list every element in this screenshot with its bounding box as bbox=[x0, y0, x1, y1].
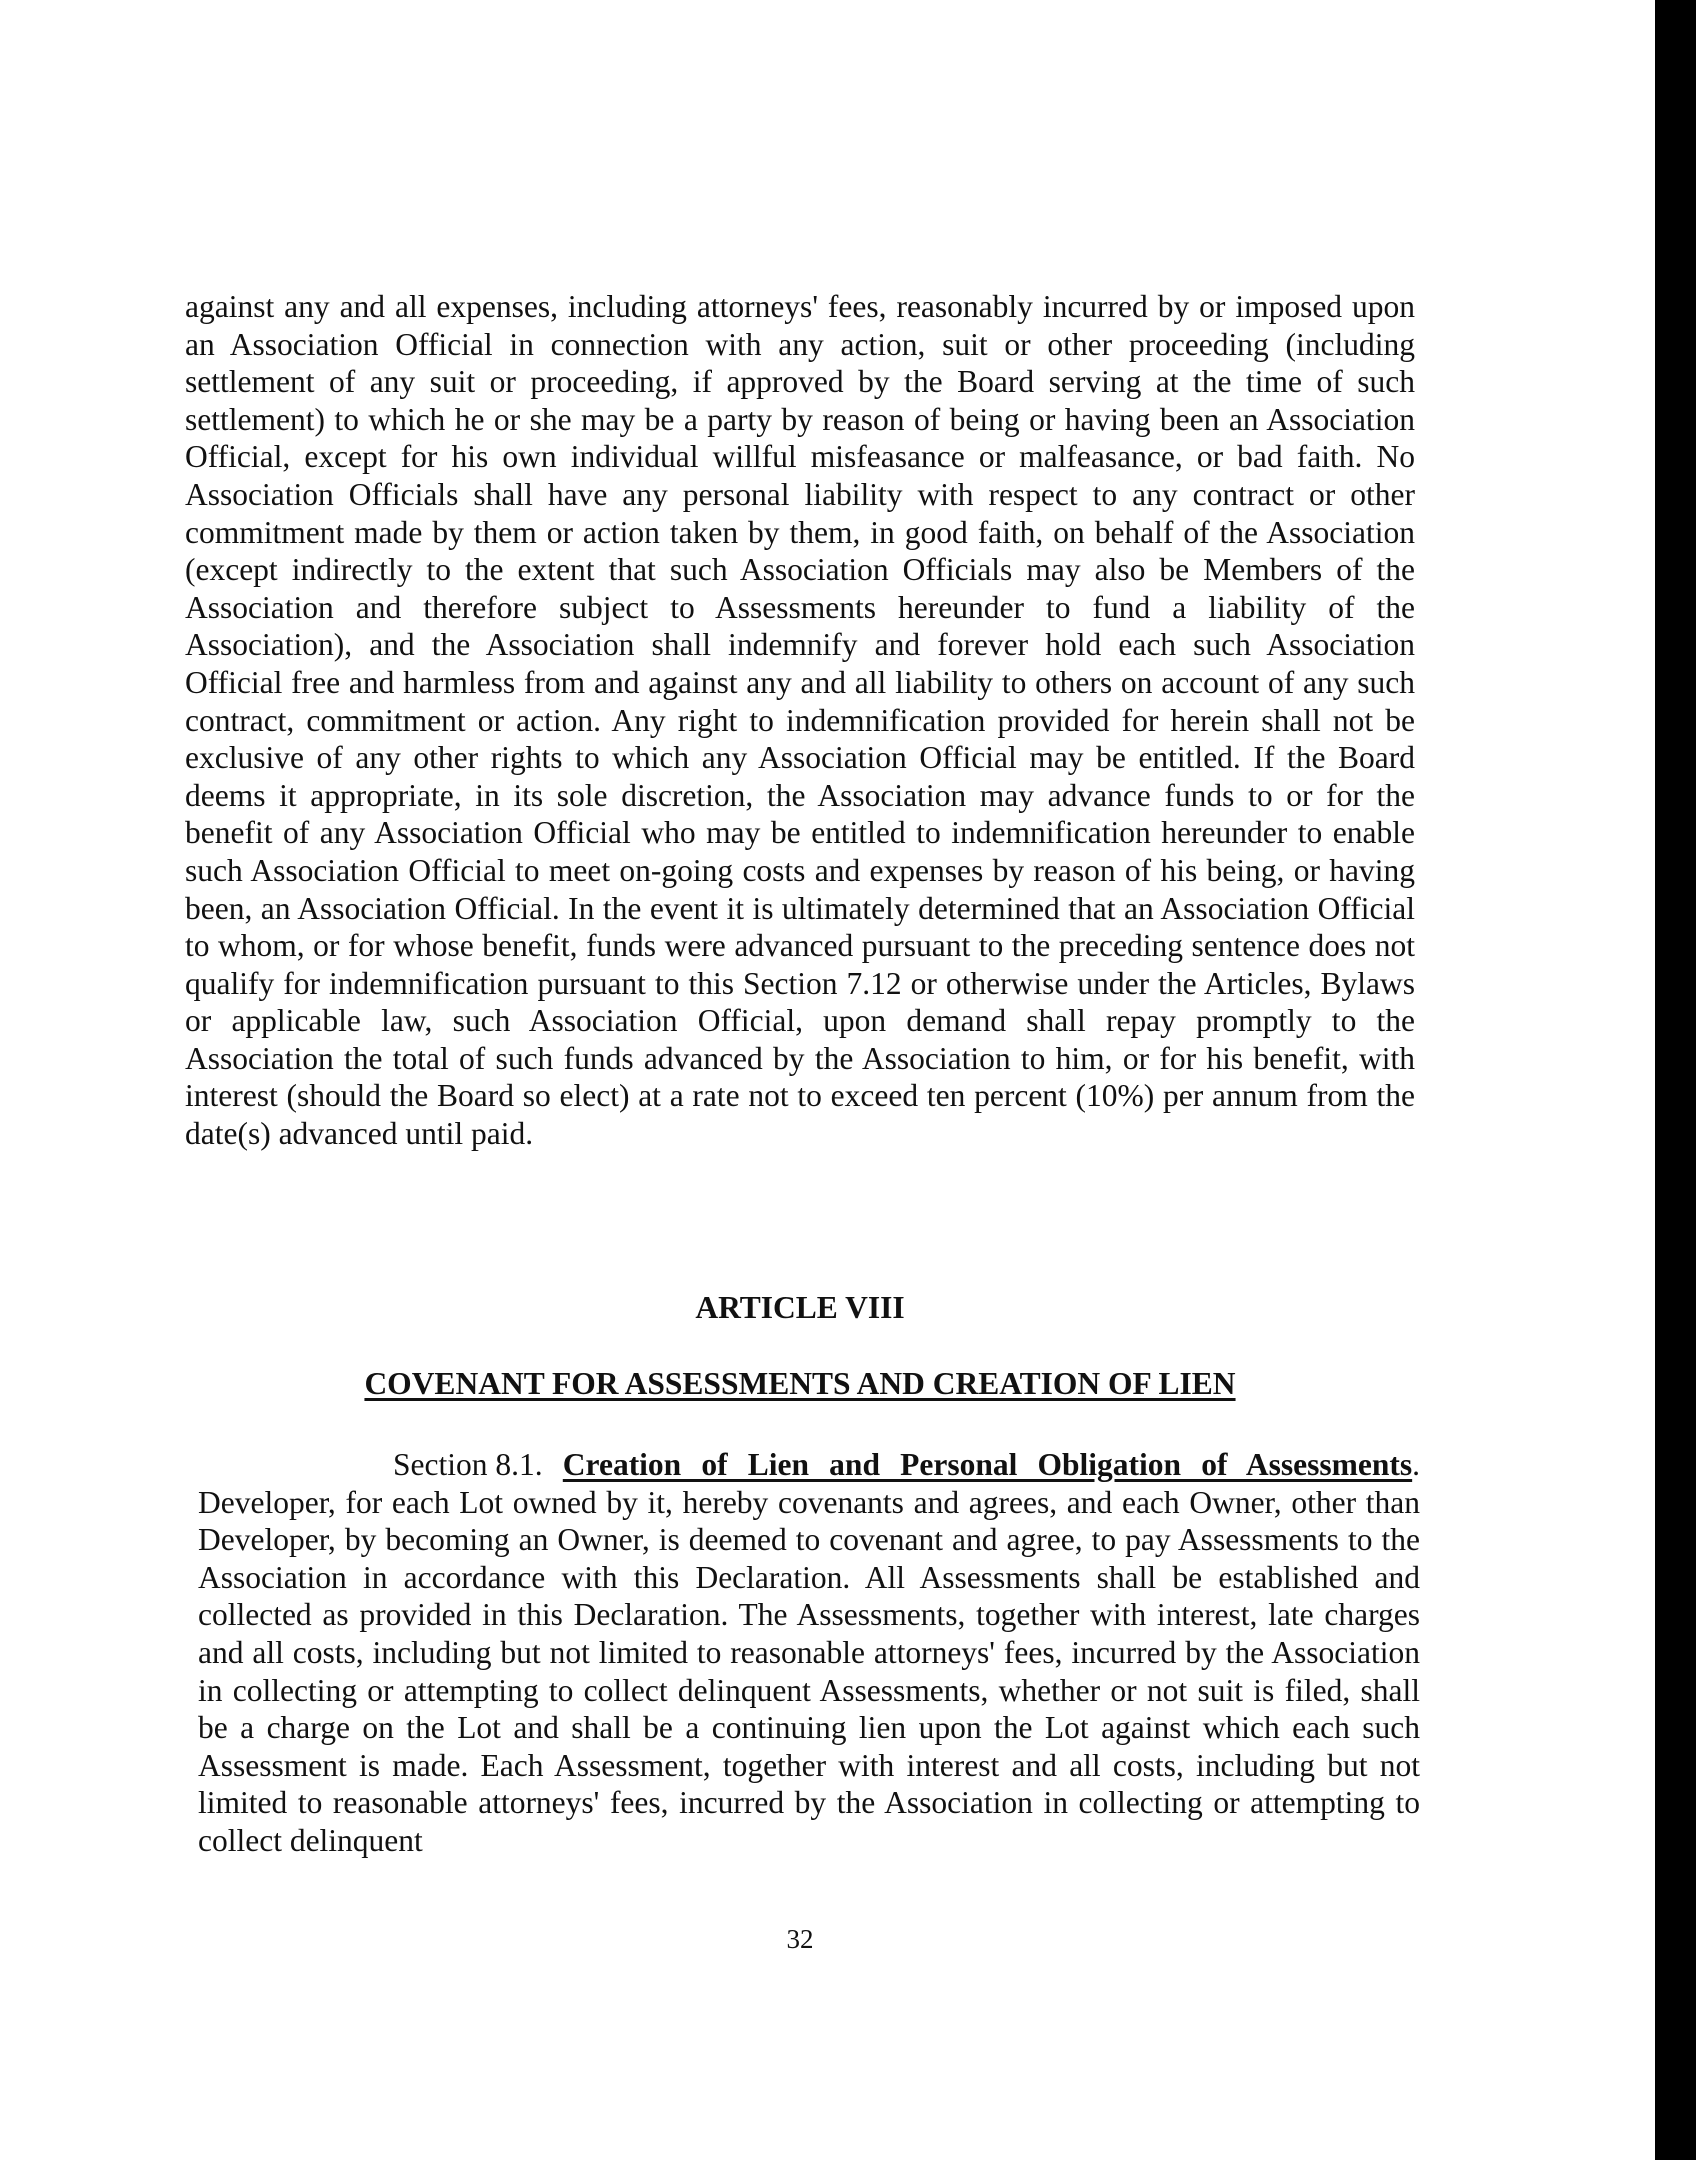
section-number: Section 8.1. bbox=[393, 1447, 543, 1482]
article-title: COVENANT FOR ASSESSMENTS AND CREATION OF LIEN bbox=[364, 1366, 1236, 1401]
section-title-period: . bbox=[1412, 1447, 1421, 1482]
scan-edge-border bbox=[1655, 0, 1696, 2160]
article-heading: ARTICLE VIII bbox=[695, 1290, 905, 1325]
section-8-1-paragraph bbox=[198, 1446, 1420, 1860]
indemnification-paragraph-block bbox=[185, 288, 1415, 1153]
section-8-1-block bbox=[198, 1446, 1420, 1860]
section-title: Creation of Lien and Personal Obligation of Assessments bbox=[562, 1447, 1413, 1482]
section-body: Developer, for each Lot owned by it, hereby covenants and agrees, and each Owner, other than Developer, by becoming an Owner, is deemed to covenant and agree, to pay Assessments to the Association in accordance with this Declaration. All Assessments shall be established and collected as provided in this Declaration. The Assessments, together with interest, late charges and all costs, including but not limited to reasonable attorneys' fees, incurred by the Association in collecting or attempting to collect delinquent Assessments, whether or not suit is filed, shall be a charge on the Lot and shall be a continuing lien upon the Lot against which each such Assessment is made. Each Assessment, together with interest and all costs, including but not limited to reasonable attorneys' fees, incurred by the Association in collecting or attempting to collect delinquent bbox=[198, 1484, 1420, 1858]
page-number: 32 bbox=[786, 1924, 814, 1954]
indemnification-paragraph: against any and all expenses, including attorneys' fees, reasonably incurred by or imposed upon an Association Official in connection with any action, suit or other proceeding (including settlement of any suit or proceeding, if approved by the Board serving at the time of such settlement) to which he or she may be a party by reason of being or having been an Association Official, except for his own individual willful misfeasance or malfeasance, or bad faith. No Association Officials shall have any personal liability with respect to any contract or other commitment made by them or action taken by them, in good faith, on behalf of the Association (except indirectly to the extent that such Association Officials may also be Members of the Association and therefore subject to Assessments hereunder to fund a liability of the Association), and the Association shall indemnify and forever hold each such Association Official free and harmless from and against any and all liability to others on account of any such contract, commitment or action. Any right to indemnification provided for herein shall not be exclusive of any other rights to which any Association Official may be entitled. If the Board deems it appropriate, in its sole discretion, the Association may advance funds to or for the benefit of any Association Official who may be entitled to indemnification hereunder to enable such Association Official to meet on-going costs and expenses by reason of his being, or having been, an Association Official. In the event it is ultimately determined that an Association Official to whom, or for whose benefit, funds were advanced pursuant to the preceding sentence does not qualify for indemnification pursuant to this Section 7.12 or otherwise under the Articles, Bylaws or applicable law, such Association Official, upon demand shall repay promptly to the Association the total of such funds advanced by the Association to him, or for his benefit, with interest (should the Board so elect) at a rate not to exceed ten percent (10%) per annum from the date(s) advanced until paid. bbox=[185, 289, 1415, 1152]
